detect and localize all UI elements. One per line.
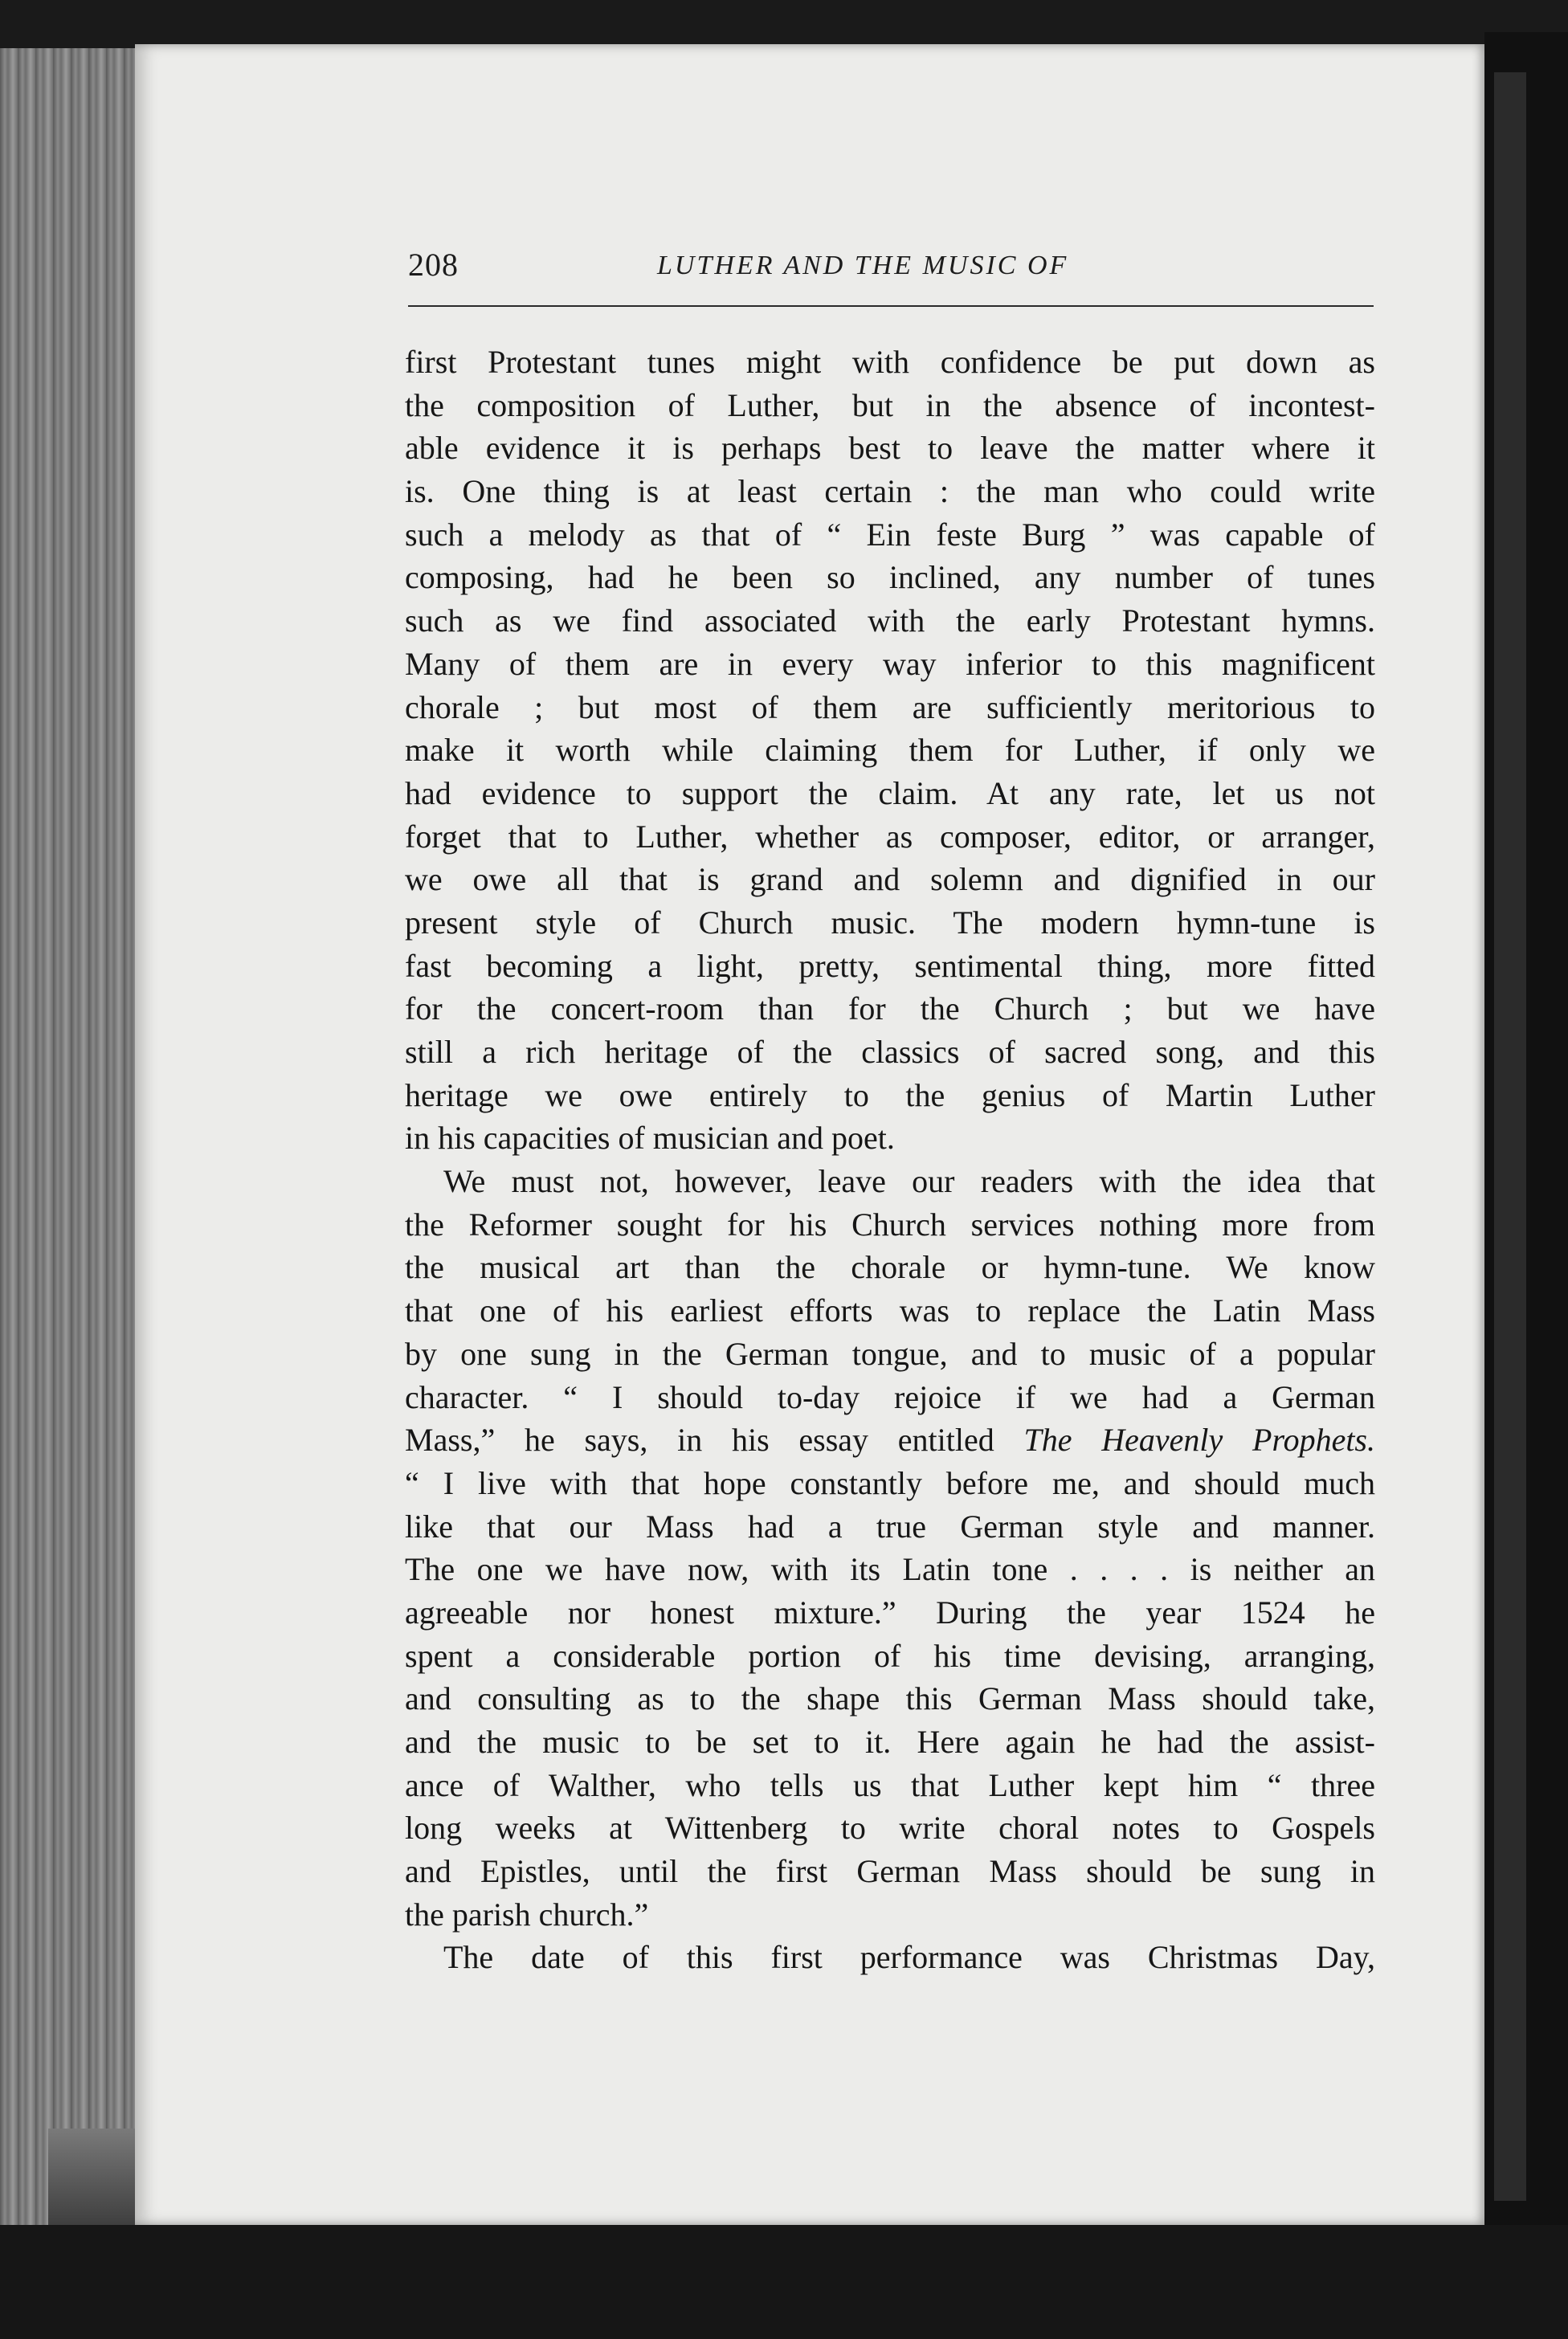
text-line: by one sung in the German tongue, and to music of a popular <box>405 1335 1375 1372</box>
text-line: present style of Church music. The modern hymn-tune is <box>405 904 1375 941</box>
text-segment: Mass,” he says, in his essay entitled <box>405 1422 1024 1459</box>
text-line: such as we find associated with the early Protestant hymns. <box>405 602 1375 639</box>
italic-book-title: The Heavenly Prophets. <box>1023 1422 1376 1459</box>
running-title: LUTHER AND THE MUSIC OF <box>657 251 1069 280</box>
paragraph-first-line: The date of this first performance was Christmas Day, <box>443 1939 1375 1976</box>
text-line: the composition of Luther, but in the absence of incontest- <box>405 386 1375 423</box>
book-bottom-edge <box>0 2225 1568 2339</box>
text-line: the musical art than the chorale or hymn-tune. We know <box>405 1249 1375 1286</box>
text-line: fast becoming a light, pretty, sentimental thing, more fitted <box>405 947 1375 984</box>
book-page-stack-shadow <box>48 2129 145 2233</box>
header-rule <box>408 305 1374 307</box>
text-line: the parish church.” <box>405 1896 649 1933</box>
text-line: and Epistles, until the first German Mass should be sung in <box>405 1853 1375 1890</box>
text-line: and the music to be set to it. Here again he had the assist- <box>405 1724 1375 1760</box>
text-line: character. “ I should to-day rejoice if we had a German <box>405 1378 1375 1415</box>
text-line: and consulting as to the shape this German Mass should take, <box>405 1680 1375 1717</box>
text-line: for the concert-room than for the Church ; but we have <box>405 990 1375 1027</box>
page-number: 208 <box>408 247 459 283</box>
text-line: forget that to Luther, whether as composer, editor, or arranger, <box>405 818 1375 855</box>
text-line: such a melody as that of “ Ein feste Burg ” was capable of <box>405 516 1375 553</box>
text-line: had evidence to support the claim. At any rate, let us not <box>405 774 1375 811</box>
text-line-with-italic-title <box>405 1419 1375 1462</box>
body-text <box>405 341 1375 1979</box>
text-line: is. One thing is at least certain : the man who could write <box>405 473 1375 510</box>
book-page-stack <box>0 48 141 2233</box>
text-line: able evidence it is perhaps best to leave the matter where it <box>405 430 1375 467</box>
text-line: long weeks at Wittenberg to write choral notes to Gospels <box>405 1810 1375 1847</box>
text-line: like that our Mass had a true German style and manner. <box>405 1508 1375 1545</box>
text-line: in his capacities of musician and poet. <box>405 1120 895 1157</box>
text-line: The one we have now, with its Latin tone . . . . is neither an <box>405 1551 1375 1588</box>
text-line: chorale ; but most of them are sufficiently meritorious to <box>405 688 1375 725</box>
page-header <box>408 241 1374 289</box>
text-line: we owe all that is grand and solemn and dignified in our <box>405 861 1375 898</box>
paragraph-first-line: We must not, however, leave our readers with the idea that <box>443 1163 1375 1200</box>
text-line: ance of Walther, who tells us that Luther kept him “ three <box>405 1766 1375 1803</box>
text-line: make it worth while claiming them for Luther, if only we <box>405 732 1375 769</box>
text-line: the Reformer sought for his Church services nothing more from <box>405 1206 1375 1243</box>
text-line: Many of them are in every way inferior to this magnificent <box>405 645 1375 682</box>
text-line: still a rich heritage of the classics of sacred song, and this <box>405 1034 1375 1070</box>
text-line: “ I live with that hope constantly before me, and should much <box>405 1464 1375 1501</box>
text-line: agreeable nor honest mixture.” During the year 1524 he <box>405 1594 1375 1631</box>
text-line: first Protestant tunes might with confidence be put down as <box>405 344 1375 380</box>
facing-page-edge <box>1494 72 1526 2201</box>
text-line: spent a considerable portion of his time devising, arranging, <box>405 1637 1375 1674</box>
text-line: heritage we owe entirely to the genius of Martin Luther <box>405 1076 1375 1113</box>
text-line: that one of his earliest efforts was to replace the Latin Mass <box>405 1292 1375 1329</box>
text-line: composing, had he been so inclined, any number of tunes <box>405 559 1375 596</box>
